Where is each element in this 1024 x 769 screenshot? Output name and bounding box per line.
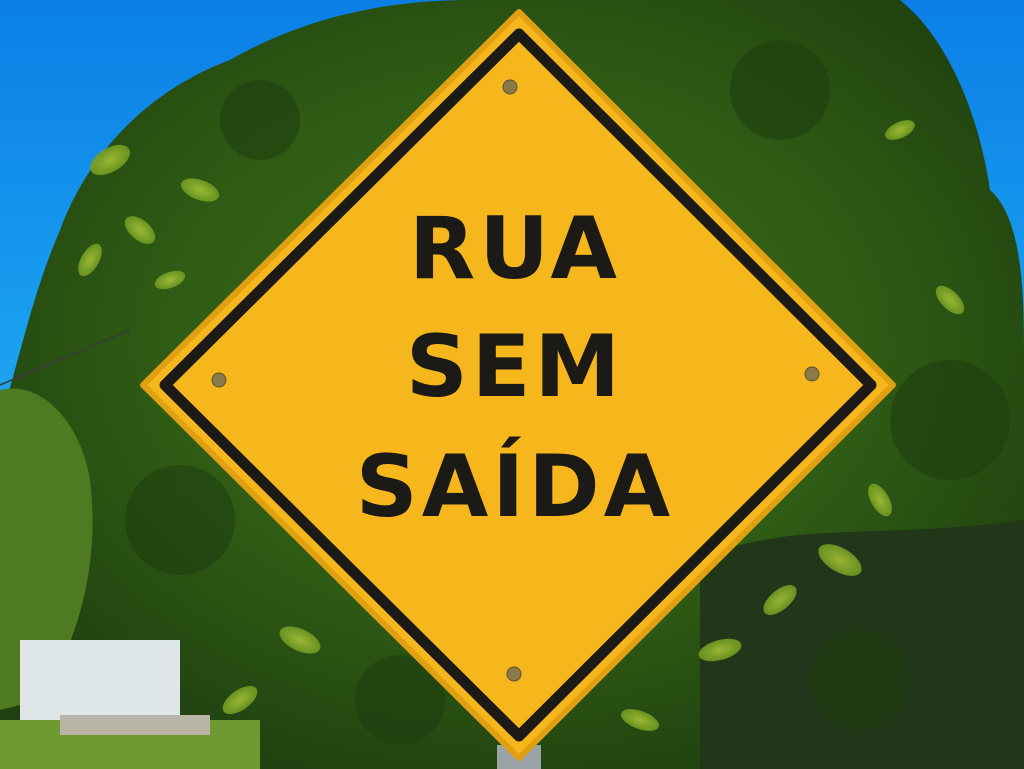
sign-text-line3: SAÍDA bbox=[355, 437, 675, 537]
sign-text-line2: SEM bbox=[405, 317, 625, 417]
sign-text-line1: RUA bbox=[409, 199, 621, 299]
